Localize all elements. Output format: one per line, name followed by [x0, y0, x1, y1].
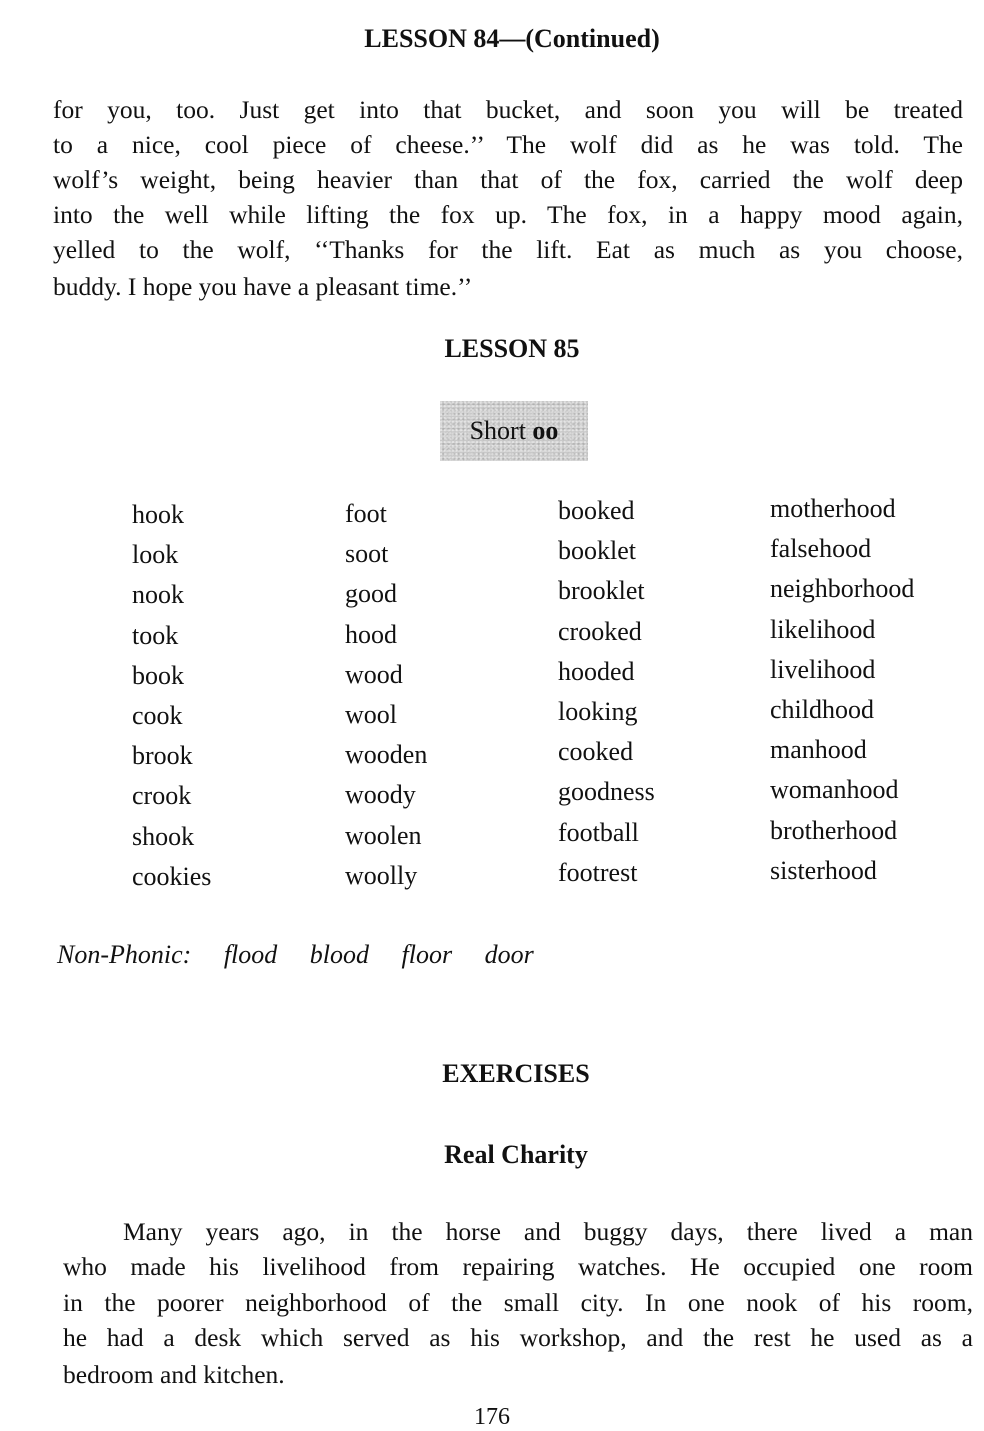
non-phonic-label: Non-Phonic: — [57, 940, 192, 969]
word-list-item: childhood — [770, 695, 874, 724]
word-list-item: wooden — [345, 740, 428, 770]
lesson-title: LESSON 85 — [444, 334, 580, 363]
word-list-item: hook — [132, 500, 184, 529]
word-list-item: footrest — [558, 857, 638, 887]
word-list-item: woolen — [345, 820, 422, 850]
word-list-item: look — [132, 540, 179, 570]
word-list-item: booklet — [558, 536, 636, 566]
word-list-item: woolly — [345, 860, 418, 890]
word-list-item: wool — [345, 700, 397, 729]
word-list-item: good — [345, 579, 397, 609]
word-list-item: wood — [345, 659, 403, 689]
word-list-item: crooked — [558, 616, 642, 646]
story-title: Real Charity — [444, 1140, 588, 1169]
sound-label-emphasis: oo — [532, 416, 559, 445]
word-list-item: likelihood — [770, 614, 876, 644]
word-list-item: livelihood — [770, 654, 876, 684]
paragraph-line: he had a desk which served as his workshop, and the rest he used as a — [63, 1323, 973, 1352]
word-list-item: neighborhood — [770, 574, 915, 604]
exercises-heading: EXERCISES — [442, 1059, 590, 1088]
word-list-item: cook — [132, 701, 183, 730]
non-phonic-word: flood — [223, 940, 278, 969]
non-phonic-word: floor — [401, 940, 453, 969]
word-list-item: motherhood — [770, 494, 896, 523]
page-number: 176 — [474, 1404, 510, 1430]
paragraph-line: buddy. I hope you have a pleasant time.’’ — [53, 272, 473, 301]
paragraph-line: to a nice, cool piece of cheese.’’ The wolf did as he was told. The — [53, 130, 963, 159]
word-list-item: shook — [132, 821, 195, 851]
word-list-item: hooded — [558, 656, 635, 686]
word-list-item: booked — [558, 496, 635, 525]
paragraph-line: wolf’s weight, being heavier than that of the fox, carried the wolf deep — [53, 165, 963, 194]
word-list-item: brooklet — [558, 576, 645, 606]
non-phonic-word: blood — [309, 940, 369, 969]
paragraph-line: bedroom and kitchen. — [63, 1360, 285, 1389]
word-list-item: woody — [345, 780, 416, 810]
non-phonic-line — [57, 940, 534, 970]
word-list-item: goodness — [558, 777, 655, 807]
word-list-item: manhood — [770, 735, 867, 765]
word-list-item: brook — [132, 741, 193, 771]
word-list-item: soot — [345, 539, 389, 569]
word-list-item: sisterhood — [770, 855, 877, 885]
paragraph-line: Many years ago, in the horse and buggy days, there lived a man — [123, 1217, 973, 1246]
word-list-item: cookies — [132, 861, 212, 891]
page-header-title: LESSON 84—(Continued) — [364, 24, 660, 53]
word-list-item: looking — [558, 697, 638, 726]
word-list-item: nook — [132, 580, 184, 610]
word-list-item: foot — [345, 499, 387, 528]
word-list-item: hood — [345, 619, 397, 649]
word-list-item: womanhood — [770, 775, 899, 805]
sound-label-box — [440, 401, 588, 461]
paragraph-line: who made his livelihood from repairing watches. He occupied one room — [63, 1252, 973, 1281]
word-list-item: crook — [132, 781, 192, 811]
paragraph-line: yelled to the wolf, ‘‘Thanks for the lift. Eat as much as you choose, — [53, 235, 963, 264]
non-phonic-word: door — [484, 940, 534, 969]
word-list-item: football — [558, 817, 639, 847]
word-list-item: book — [132, 660, 184, 690]
word-list-item: falsehood — [770, 534, 872, 564]
paragraph-line: in the poorer neighborhood of the small city. In one nook of his room, — [63, 1288, 973, 1317]
word-list-item: brotherhood — [770, 815, 898, 845]
paragraph-line: into the well while lifting the fox up. The fox, in a happy mood again, — [53, 200, 963, 229]
word-list-item: cooked — [558, 737, 634, 767]
sound-label-prefix: Short — [469, 416, 526, 445]
paragraph-line: for you, too. Just get into that bucket, and soon you will be treated — [53, 95, 963, 124]
word-list-item: took — [132, 620, 179, 650]
